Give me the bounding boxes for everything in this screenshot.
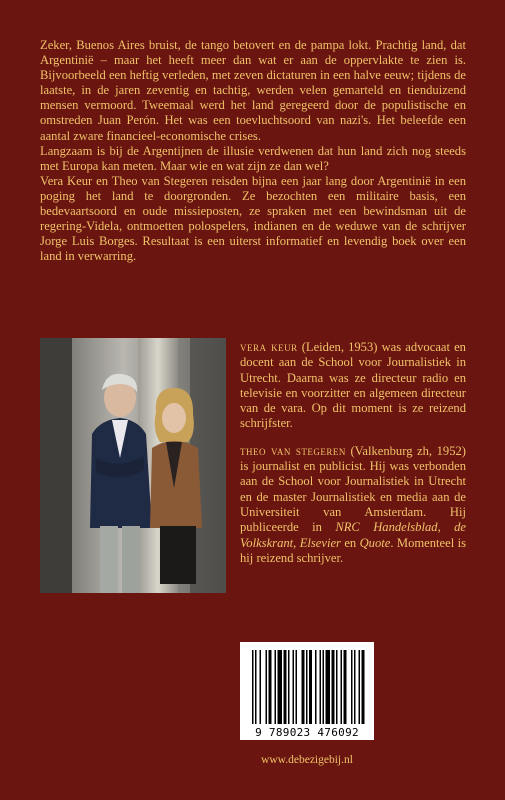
bio-text: (Leiden, 1953) was advocaat en docent aan de School voor Journalistiek in Utrecht. Daarna was ze directeur radio en televisie en voorzitter en algemeen directeur van de vara. Op dit moment is ze reizend schrijfster. — [240, 340, 466, 431]
blurb-paragraph: Zeker, Buenos Aires bruist, de tango betovert en de pampa lokt. Prachtig land, dat Argentinië – maar het heeft meer dan wat er aan de oppervlakte te zien is. Bijvoorbeeld een heftig verleden, met zeven dictaturen in een halve eeuw; tijdens de laatste, in de jaren zeventig en tachtig, werden velen gemarteld en tienduizend mensen vermoord. Tweemaal werd het land geregeerd door de populistische en omstreden Juan Perón. Het was een toevluchtsoord van nazi's. Het beleefde een aantal zware financieel-economische crises. — [40, 38, 466, 143]
book-blurb — [40, 38, 466, 264]
publication-title: Quote — [359, 535, 391, 550]
blurb-paragraph: Vera Keur en Theo van Stegeren reisden bijna een jaar lang door Argentinië in een poging het land te doorgronden. Ze bezochten een militaire basis, een bedevaartsoord en oude missieposten, ze spraken met een bewindsman uit de regering-Videla, ontmoetten polospelers, indianen en de weduwe van de schrijver Jorge Luis Borges. Resultaat is een uiterst informatief en levendig boek over een land in verwarring. — [40, 173, 466, 264]
author-name: theo van stegeren — [240, 443, 346, 458]
bio-separator: , — [437, 520, 455, 535]
bio-text: (Valkenburg zh, 1952) is journalist en publicist. Hij was verbonden aan de School voor Journalistiek in Utrecht en de master Journalistiek en media aan de Universiteit van Amsterdam. Hij publiceerde in — [240, 443, 466, 535]
publication-title: NRC Handelsblad — [335, 520, 438, 535]
bio-theo-van-stegeren — [240, 444, 466, 566]
isbn-number: 9 789023 476092 — [255, 726, 359, 739]
publication-title: Elsevier — [299, 535, 341, 550]
publication-title: de Volkskrant — [240, 520, 466, 550]
blurb-paragraph: Langzaam is bij de Argentijnen de illusie verdwenen dat hun land zich nog steeds met Europa kan meten. Maar wie en wat zijn ze dan wel? — [40, 143, 466, 173]
author-name: vera keur — [240, 340, 298, 354]
bio-separator: , — [293, 535, 300, 550]
author-photo — [40, 338, 226, 593]
bio-vera-keur — [240, 340, 466, 432]
bio-text: . Momenteel is hij reizend schrijver. — [240, 535, 466, 565]
bio-separator: en — [340, 535, 360, 550]
author-bios — [240, 340, 466, 566]
isbn-barcode — [240, 642, 374, 740]
publisher-website: www.debezigebij.nl — [261, 754, 353, 766]
